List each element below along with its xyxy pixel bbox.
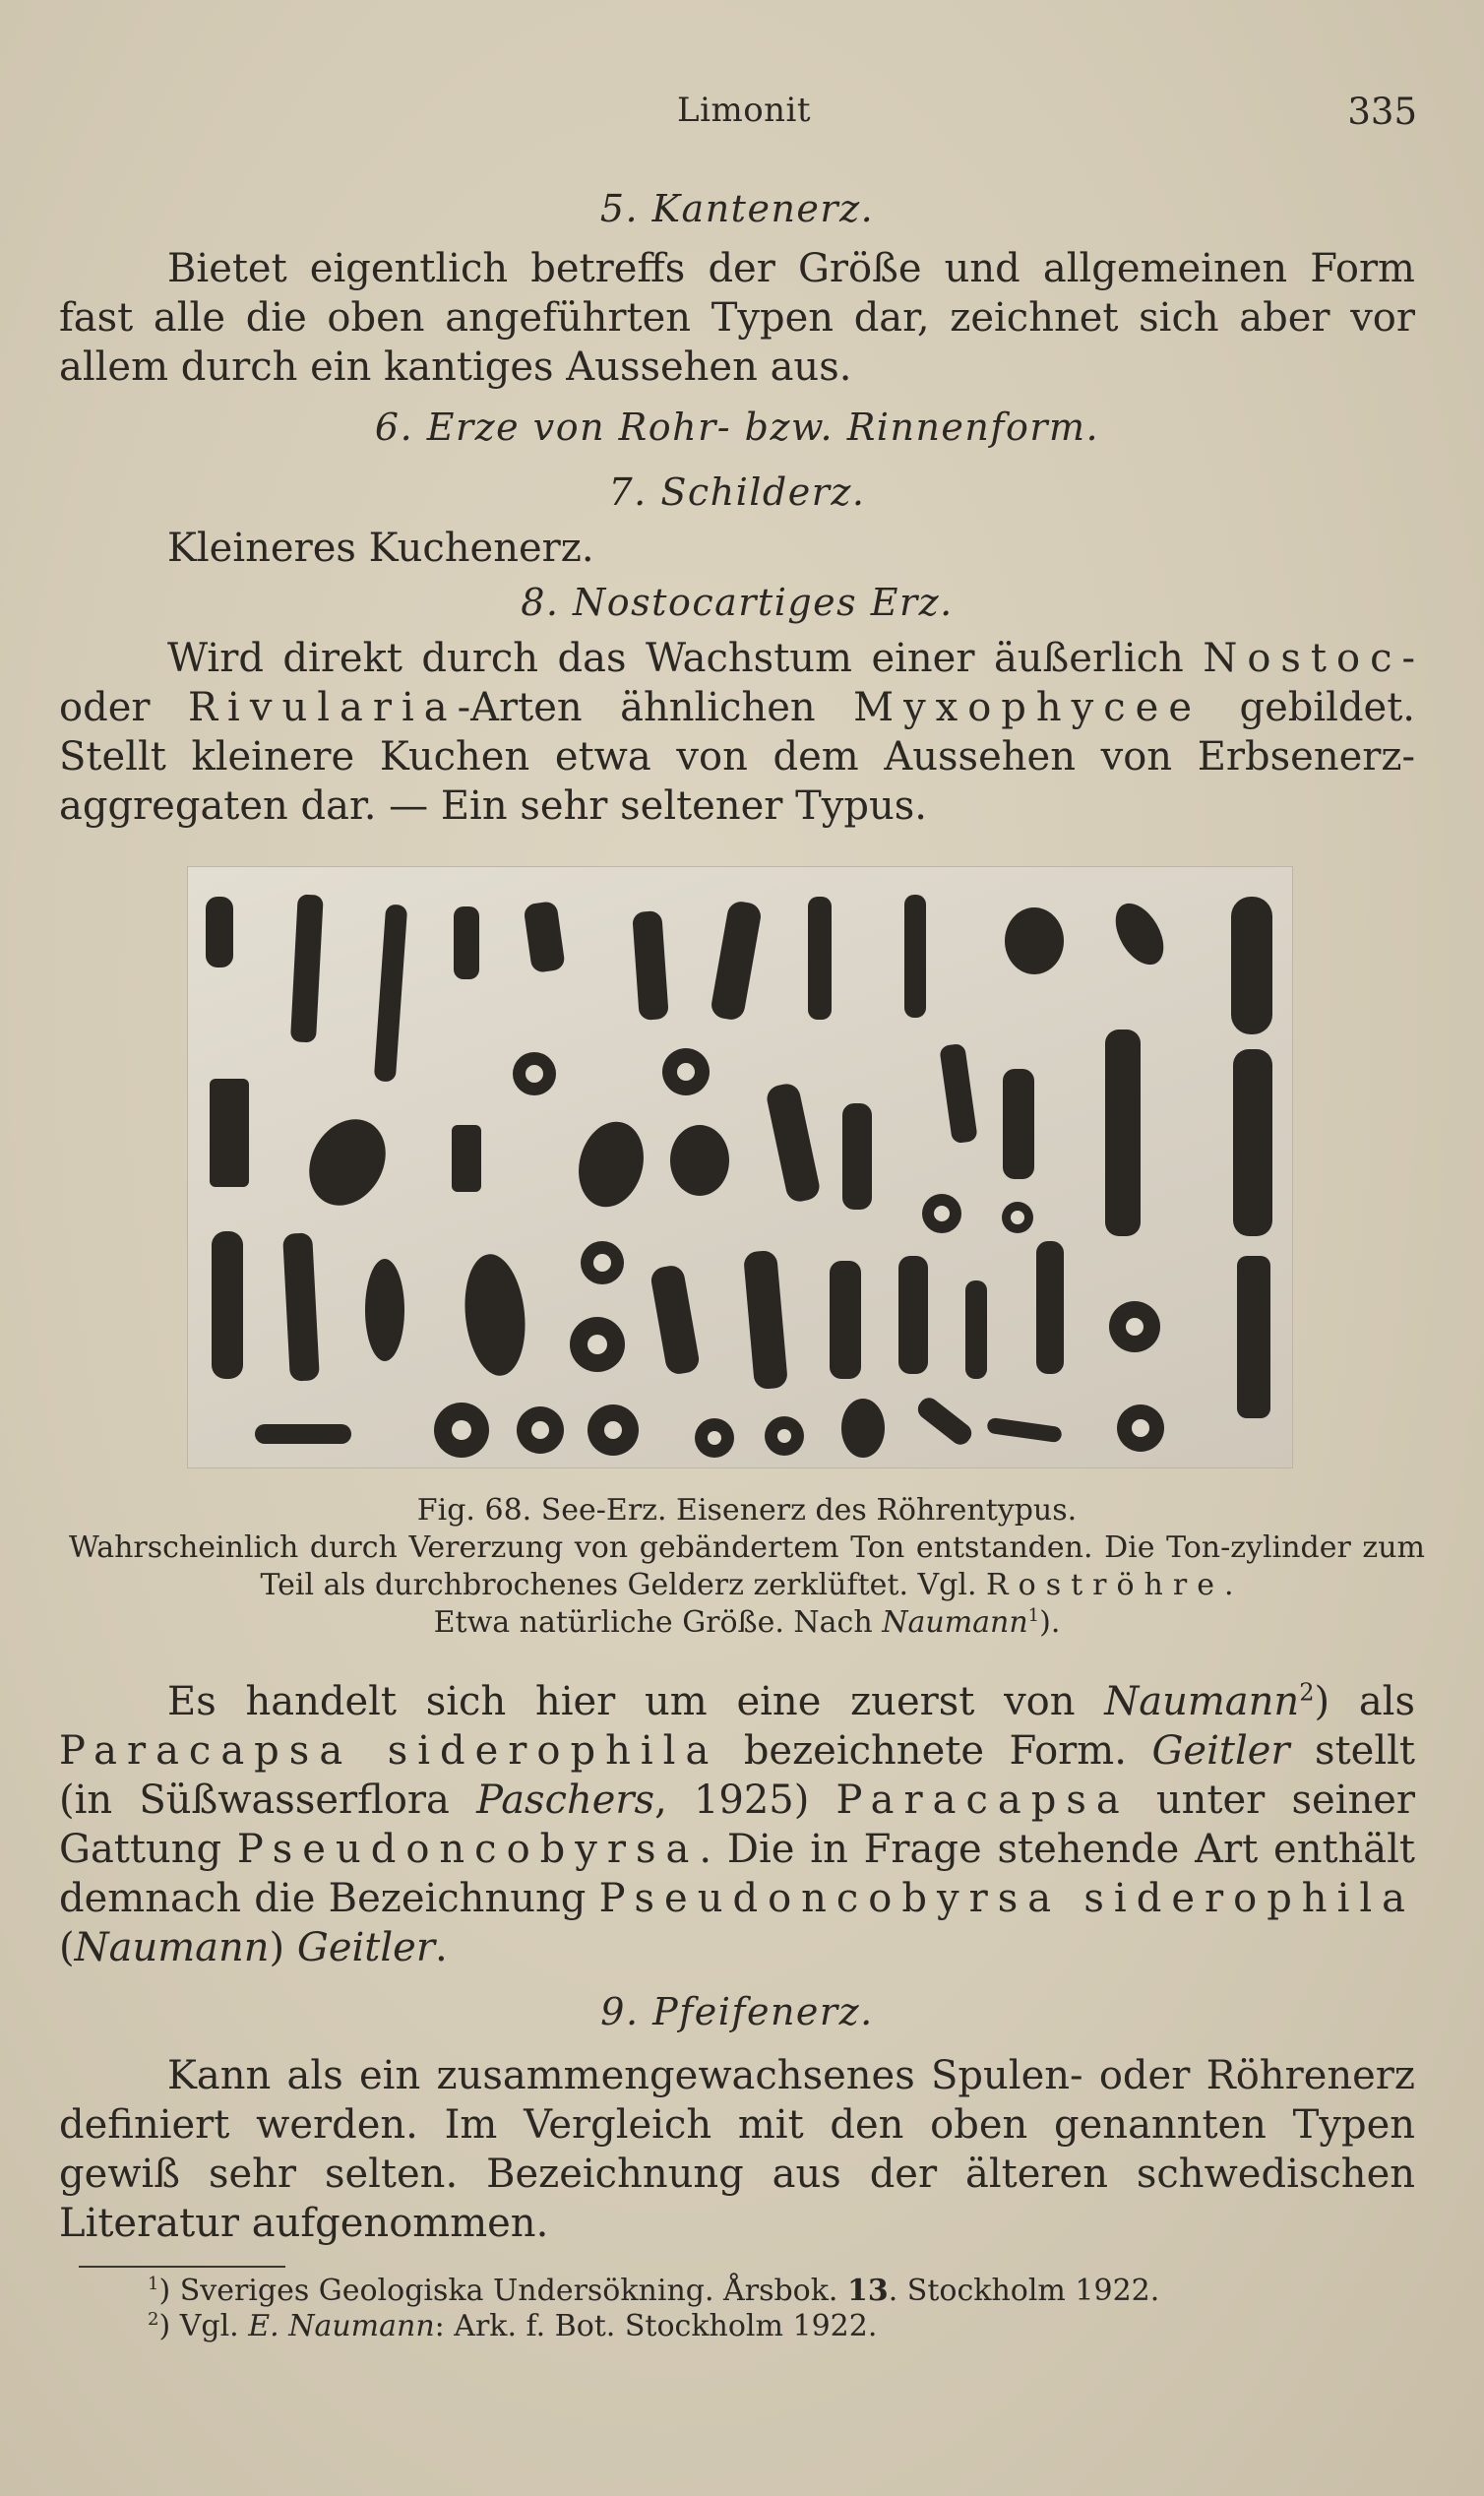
caption-title: Fig. 68. See-Erz. Eisenerz des Röhrentypus. xyxy=(416,1493,1078,1528)
section-8-text: Wird direkt durch das Wachstum einer äußerlich Nostoc-oder Rivularia-Arten ähnlichen Myxophycee gebildet. Stellt kleinere Kuchen etwa von dem Aussehen von Erbsenerz-aggregaten dar. — Ein sehr seltener Typus. xyxy=(59,636,1416,829)
section-8 xyxy=(59,581,1415,831)
page-number: 335 xyxy=(1347,91,1417,133)
term-rivularia: Rivularia xyxy=(187,685,458,730)
caption-source: Etwa natürliche Größe. Nach Naumann$^1$). xyxy=(433,1605,1061,1640)
section-5 xyxy=(59,187,1415,392)
footnote-2: $^2$) Vgl. E. Naumann: Ark. f. Bot. Stockholm 1922. xyxy=(148,2309,878,2343)
footnote-rule xyxy=(79,2266,285,2268)
section-7-text: Kleineres Kuchenerz. xyxy=(167,526,594,571)
section-6 xyxy=(59,406,1415,449)
running-header-title: Limonit xyxy=(677,91,812,130)
section-6-heading: 6. Erze von Rohr- bzw. Rinnenform. xyxy=(374,406,1100,449)
paracapsa-paragraph: Es handelt sich hier um eine zuerst von Naumann$^2$) als Paracapsa siderophila bezeichnete Form. Geitler stellt (in Süßwasserflora Paschers, 1925) Paracapsa unter seiner Gattung Pseudoncobyrsa. Die in Frage stehende Art enthält demnach die Bezeichnung Pseudoncobyrsa siderophila (Naumann) Geitler. xyxy=(59,1678,1416,1970)
section-8-heading: 8. Nostocartiges Erz. xyxy=(521,581,954,624)
section-7 xyxy=(59,470,1415,573)
term-nostoc: Nostoc xyxy=(1203,636,1402,681)
section-9-text: Kann als ein zusammengewachsenes Spulen- oder Röhrenerz definiert werden. Im Vergleich mit den oben genannten Typen gewiß sehr selten. Bezeichnung aus der älteren schwedischen Literatur aufgenommen. xyxy=(59,2053,1415,2246)
section-9-heading: 9. Pfeifenerz. xyxy=(600,1990,874,2033)
term-myxophycee: Myxophycee xyxy=(853,685,1203,730)
section-7-heading: 7. Schilderz. xyxy=(608,470,866,514)
section-9 xyxy=(59,1990,1415,2248)
figure-caption xyxy=(69,1492,1425,1642)
ore-specimens-photo xyxy=(188,867,1292,1467)
section-5-heading: 5. Kantenerz. xyxy=(599,187,875,230)
figure-68-photo xyxy=(187,866,1293,1468)
footnote-1: $^1$) Sveriges Geologiska Undersökning. Årsbok. 13. Stockholm 1922. xyxy=(148,2274,1160,2308)
caption-description: Wahrscheinlich durch Vererzung von gebändertem Ton entstanden. Die Ton-zylinder zum Teil als durchbrochenes Gelderz zerklüftet. Vgl. Roströhre. xyxy=(69,1530,1425,1602)
section-5-text: Bietet eigentlich betreffs der Größe und allgemeinen Form fast alle die oben angeführten Typen dar, zeichnet sich aber vor allem durch ein kantiges Aussehen aus. xyxy=(59,246,1415,390)
